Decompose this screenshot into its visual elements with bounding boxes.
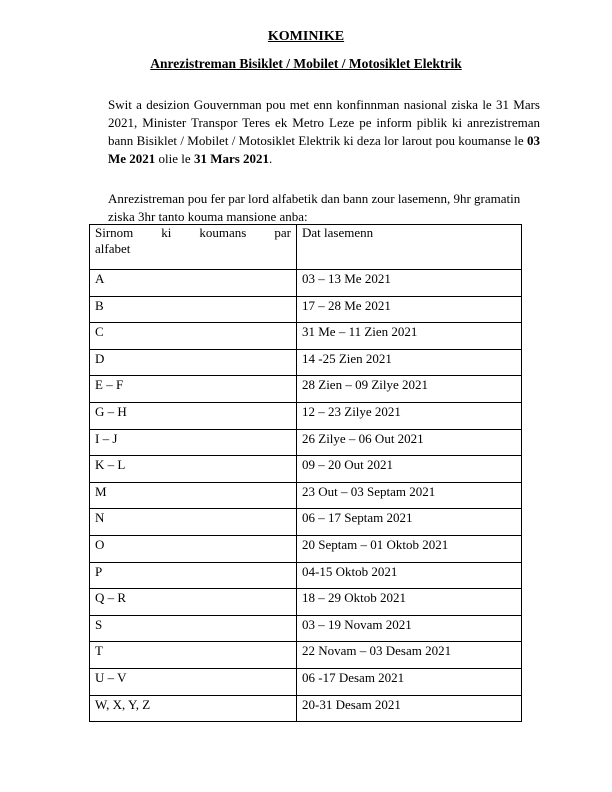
table-row <box>90 429 522 456</box>
date-range-cell: 04-15 Oktob 2021 <box>297 562 522 589</box>
header-dates: Dat lasemenn <box>297 225 522 270</box>
table-row <box>90 482 522 509</box>
header-surname-line1 <box>95 225 291 241</box>
intro-paragraph <box>108 96 540 168</box>
table-row <box>90 615 522 642</box>
table-row <box>90 562 522 589</box>
surname-letters-cell: M <box>90 482 297 509</box>
table-row <box>90 668 522 695</box>
date-range-cell: 17 – 28 Me 2021 <box>297 296 522 323</box>
date-range-cell: 18 – 29 Oktob 2021 <box>297 589 522 616</box>
date-range-cell: 22 Novam – 03 Desam 2021 <box>297 642 522 669</box>
table-row <box>90 376 522 403</box>
table-row <box>90 456 522 483</box>
date-range-cell: 20-31 Desam 2021 <box>297 695 522 722</box>
header-surname-alphabet <box>90 225 297 270</box>
table-row <box>90 589 522 616</box>
surname-letters-cell: A <box>90 270 297 297</box>
surname-letters-cell: Q – R <box>90 589 297 616</box>
date-range-cell: 12 – 23 Zilye 2021 <box>297 402 522 429</box>
intro-text-before: Swit a desizion Gouvernman pou met enn konfinnman nasional ziska le 31 Mars 2021, Minister Transpor Teres ek Metro Leze pe inform piblik ki anrezistreman bann Bisiklet / Mobilet / Motosiklet Elektrik ki deza lor larout pou koumanse le <box>108 97 540 148</box>
registration-schedule-table <box>89 224 522 722</box>
intro-text-middle: olie le <box>155 151 194 166</box>
table-body <box>90 270 522 722</box>
table-header-row <box>90 225 522 270</box>
page-title: KOMINIKE <box>267 29 345 44</box>
surname-letters-cell: T <box>90 642 297 669</box>
table-row <box>90 296 522 323</box>
surname-letters-cell: P <box>90 562 297 589</box>
header-word: koumans <box>199 225 247 240</box>
surname-letters-cell: D <box>90 349 297 376</box>
date-range-cell: 09 – 20 Out 2021 <box>297 456 522 483</box>
surname-letters-cell: S <box>90 615 297 642</box>
table-row <box>90 695 522 722</box>
intro-start-date: 03 Me 2021 <box>108 133 540 166</box>
date-range-cell: 06 -17 Desam 2021 <box>297 668 522 695</box>
surname-letters-cell: U – V <box>90 668 297 695</box>
table-row <box>90 642 522 669</box>
intro-end-date: 31 Mars 2021 <box>193 151 270 166</box>
date-range-cell: 03 – 13 Me 2021 <box>297 270 522 297</box>
surname-letters-cell: O <box>90 535 297 562</box>
date-range-cell: 31 Me – 11 Zien 2021 <box>297 323 522 350</box>
table-row <box>90 402 522 429</box>
page-subtitle: Anrezistreman Bisiklet / Mobilet / Motosiklet Elektrik <box>150 56 462 71</box>
surname-letters-cell: C <box>90 323 297 350</box>
table-row <box>90 270 522 297</box>
date-range-cell: 06 – 17 Septam 2021 <box>297 509 522 536</box>
intro-text-after: . <box>269 151 273 166</box>
surname-letters-cell: I – J <box>90 429 297 456</box>
header-surname-line2: alfabet <box>95 241 131 256</box>
surname-letters-cell: K – L <box>90 456 297 483</box>
surname-letters-cell: G – H <box>90 402 297 429</box>
date-range-cell: 23 Out – 03 Septam 2021 <box>297 482 522 509</box>
header-word: par <box>274 225 291 240</box>
header-word: ki <box>161 225 172 240</box>
surname-letters-cell: E – F <box>90 376 297 403</box>
date-range-cell: 20 Septam – 01 Oktob 2021 <box>297 535 522 562</box>
table-row <box>90 349 522 376</box>
surname-letters-cell: W, X, Y, Z <box>90 695 297 722</box>
date-range-cell: 28 Zien – 09 Zilye 2021 <box>297 376 522 403</box>
table-row <box>90 535 522 562</box>
surname-letters-cell: N <box>90 509 297 536</box>
date-range-cell: 14 -25 Zien 2021 <box>297 349 522 376</box>
table-row <box>90 323 522 350</box>
date-range-cell: 26 Zilye – 06 Out 2021 <box>297 429 522 456</box>
schedule-paragraph: Anrezistreman pou fer par lord alfabetik dan bann zour lasemenn, 9hr gramatin ziska 3hr tanto kouma mansione anba: <box>108 191 521 224</box>
header-word: Sirnom <box>95 225 134 240</box>
table-row <box>90 509 522 536</box>
date-range-cell: 03 – 19 Novam 2021 <box>297 615 522 642</box>
surname-letters-cell: B <box>90 296 297 323</box>
